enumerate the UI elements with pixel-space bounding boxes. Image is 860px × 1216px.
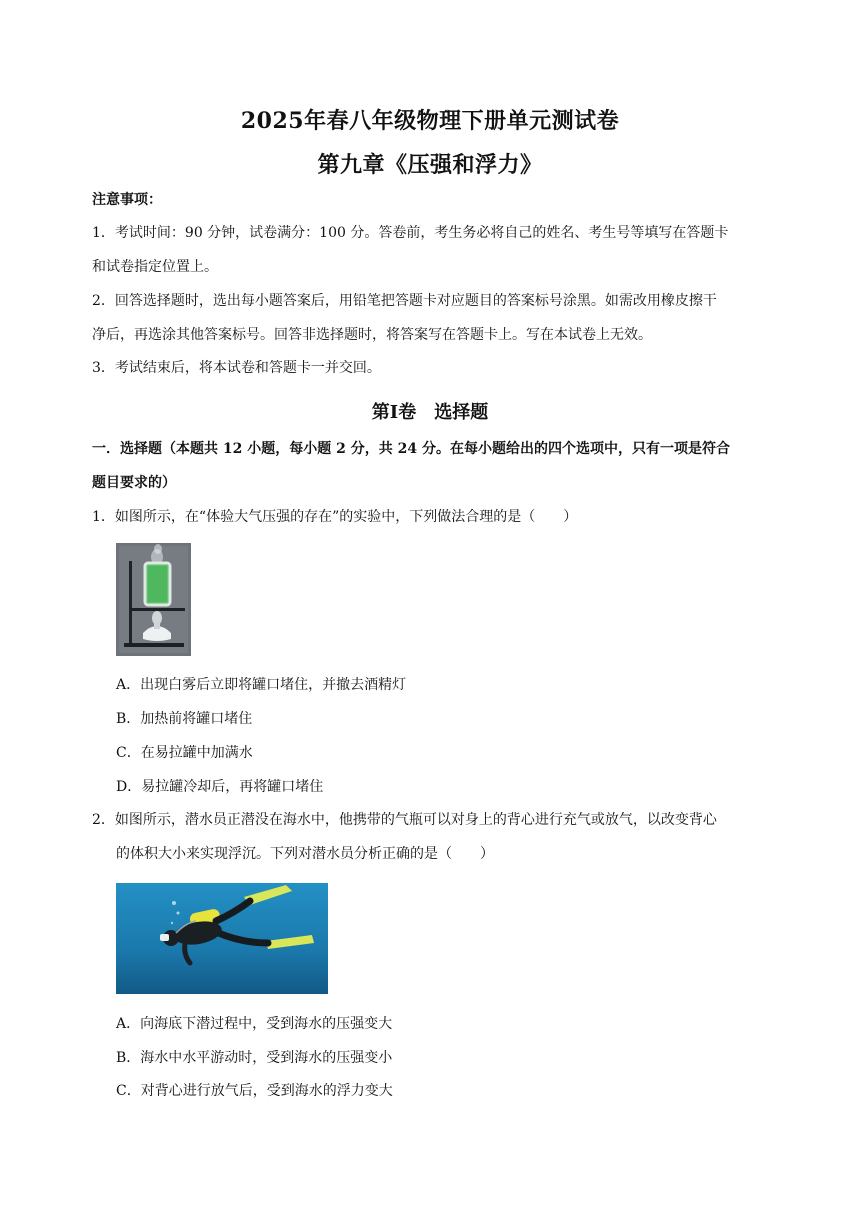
question-1-option-b: B．加热前将罐口堵住: [116, 711, 253, 727]
question-2-stem-line-2: 的体积大小来实现浮沉。下列对潜水员分析正确的是（ ）: [116, 846, 494, 862]
note-item-3: 3．考试结束后，将本试卷和答题卡一并交回。: [92, 360, 381, 376]
question-1-option-c: C．在易拉罐中加满水: [116, 745, 253, 761]
note-item-2-line-2: 净后，再选涂其他答案标号。回答非选择题时，将答案写在答题卡上。写在本试卷上无效。: [92, 327, 652, 343]
section-instruction-line-2: 题目要求的）: [92, 475, 176, 491]
question-1-option-d: D．易拉罐冷却后，再将罐口堵住: [116, 779, 324, 795]
note-item-2-line-1: 2．回答选择题时，选出每小题答案后，用铅笔把答题卡对应题目的答案标号涂黑。如需改用橡皮擦干: [92, 293, 717, 309]
notes-heading: 注意事项：: [92, 192, 162, 208]
section-title: 第Ⅰ卷 选择题: [371, 402, 489, 423]
note-item-1-line-2: 和试卷指定位置上。: [92, 259, 218, 275]
scuba-diver-image: [116, 883, 328, 994]
question-1-stem: 1．如图所示，在“体验大气压强的存在”的实验中，下列做法合理的是（ ）: [92, 509, 578, 525]
question-1-option-a: A．出现白雾后立即将罐口堵住，并撤去酒精灯: [116, 677, 407, 693]
can-heating-experiment-image: [116, 543, 191, 656]
question-2-option-a: A．向海底下潜过程中，受到海水的压强变大: [116, 1016, 393, 1032]
question-2-option-c: C．对背心进行放气后，受到海水的浮力变大: [116, 1083, 393, 1099]
question-2-stem-line-1: 2．如图所示，潜水员正潜没在海水中，他携带的气瓶可以对身上的背心进行充气或放气，以改变背心: [92, 812, 717, 828]
section-instruction-line-1: 一．选择题（本题共 12 小题，每小题 2 分，共 24 分。在每小题给出的四个选项中，只有一项是符合: [92, 441, 730, 457]
question-2-option-b: B．海水中水平游动时，受到海水的压强变小: [116, 1050, 393, 1066]
chapter-title: 第九章《压强和浮力》: [317, 152, 543, 178]
page-title: 2025年春八年级物理下册单元测试卷: [240, 108, 620, 134]
note-item-1-line-1: 1．考试时间：90 分钟，试卷满分：100 分。答卷前，考生务必将自己的姓名、考生号等填写在答题卡: [92, 225, 729, 241]
